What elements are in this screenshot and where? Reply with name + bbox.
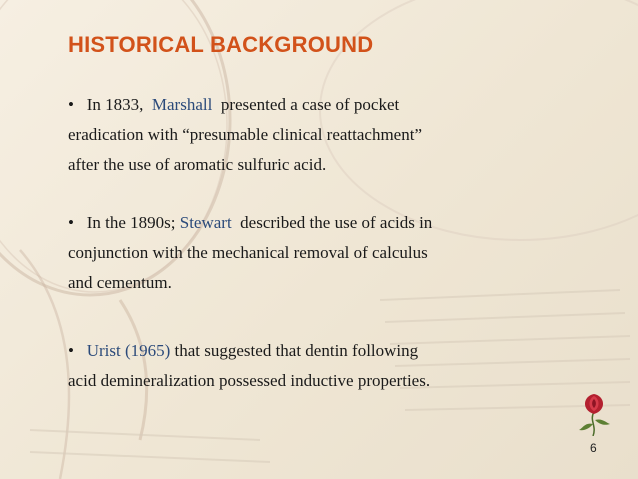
bullet-text: presented a case of pocket <box>220 95 400 114</box>
bullet-urist <box>68 336 558 396</box>
bullet-line: acid demineralization possessed inductive properties. <box>68 371 431 390</box>
bullet-text: In the 1890s; <box>86 213 176 232</box>
name-stewart: Stewart <box>179 213 232 232</box>
bullet-marker: • <box>68 213 74 232</box>
name-urist: Urist (1965) <box>86 341 171 360</box>
bullet-line: conjunction with the mechanical removal of calculus <box>68 243 428 262</box>
bullet-line: and cementum. <box>68 273 172 292</box>
bullet-text: described the use of acids in <box>240 213 433 232</box>
bullet-line: eradication with “presumable clinical reattachment” <box>68 125 422 144</box>
name-marshall: Marshall <box>151 95 213 114</box>
bullet-marshall <box>68 90 558 180</box>
bullet-line <box>68 208 558 238</box>
bullet-line: after the use of aromatic sulfuric acid. <box>68 155 327 174</box>
bullet-line <box>68 336 558 366</box>
flower-icon <box>575 390 613 436</box>
bullet-stewart <box>68 208 558 298</box>
bullet-text: In 1833, <box>86 95 144 114</box>
slide-title: HISTORICAL BACKGROUND <box>68 32 374 57</box>
bullet-line <box>68 90 558 120</box>
page-number: 6 <box>590 441 597 455</box>
bullet-marker: • <box>68 341 74 360</box>
bullet-marker: • <box>68 95 74 114</box>
bullet-text: that suggested that dentin following <box>174 341 419 360</box>
